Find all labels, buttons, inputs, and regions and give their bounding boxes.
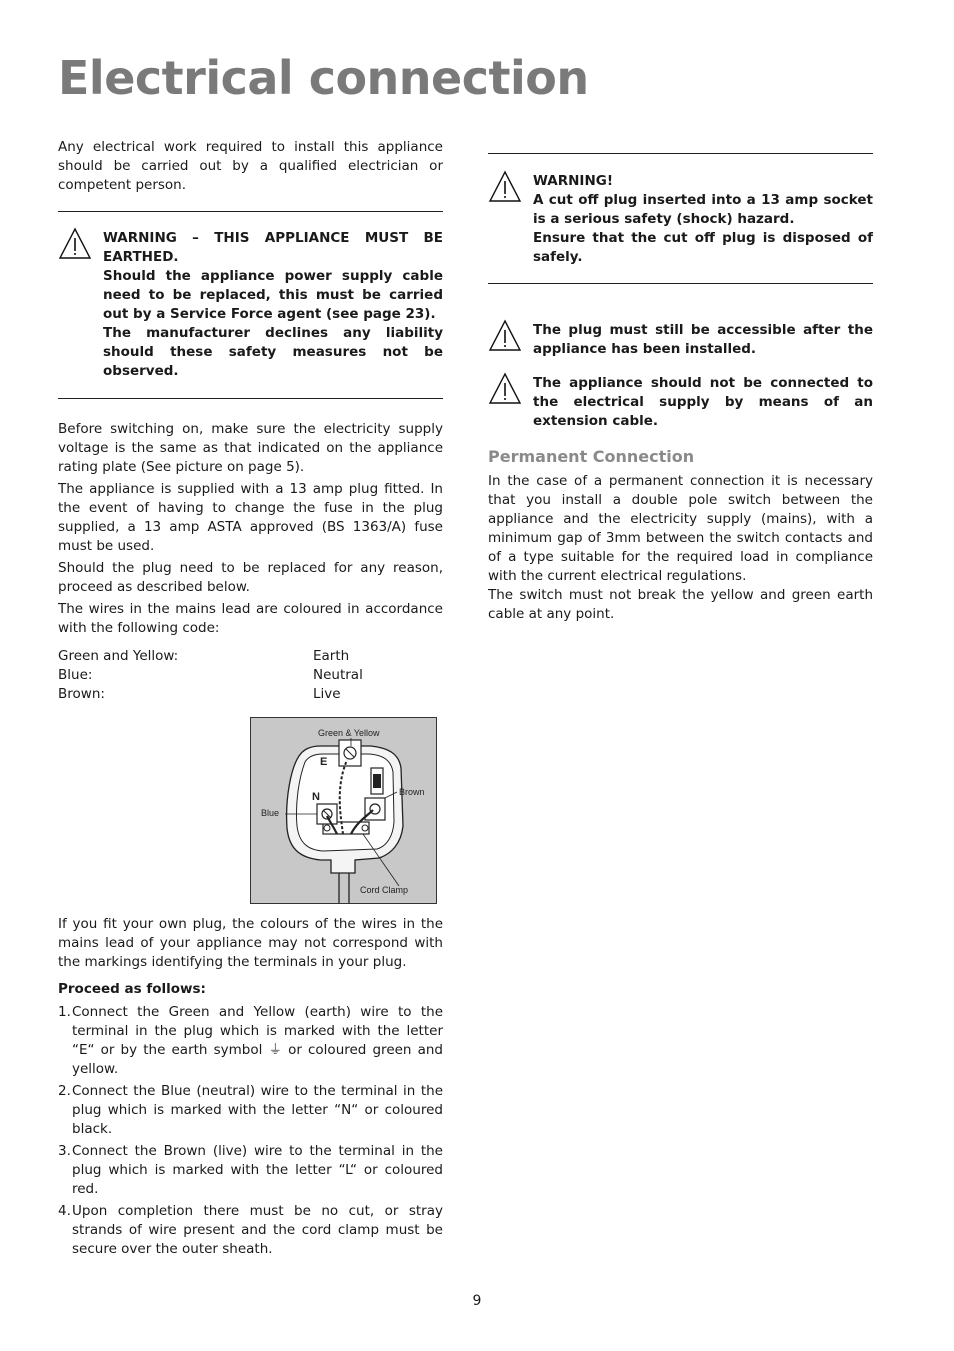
page-title: Electrical connection (58, 51, 589, 105)
table-row (58, 647, 363, 666)
divider (488, 283, 873, 284)
wire-colour-paragraph: The wires in the mains lead are coloured in accordance with the following code: (58, 601, 443, 636)
left-column (58, 138, 443, 704)
wire-code-table (58, 647, 363, 704)
list-item (58, 1202, 443, 1259)
earth-cable-paragraph: The switch must not break the yellow and green earth cable at any point. (488, 587, 873, 622)
list-item (58, 1082, 443, 1139)
wire-colour: Blue: (58, 667, 93, 683)
cut-plug-warning-line2: A cut off plug inserted into a 13 amp socket is a serious safety (shock) hazard. (533, 192, 873, 227)
earth-warning-line3: The manufacturer declines any liability should these safety measures not be observed. (103, 325, 443, 379)
earth-warning-box (58, 229, 443, 381)
wire-function: Live (313, 686, 341, 702)
plug-accessible-warning (488, 321, 873, 359)
warning-triangle-icon (488, 170, 522, 204)
cut-plug-warning-line1: WARNING! (533, 173, 613, 189)
replace-plug-paragraph: Should the plug need to be replaced for any reason, proceed as described below. (58, 560, 443, 595)
warning-triangle-icon (488, 372, 522, 406)
cut-plug-warning-box (488, 172, 873, 267)
step-number: 1. (58, 1004, 71, 1020)
extension-cable-text: The appliance should not be connected to the electrical supply by means of an extension cable. (533, 375, 873, 429)
warning-triangle-icon (488, 319, 522, 353)
step-number: 4. (58, 1203, 71, 1219)
wire-colour: Brown: (58, 686, 105, 702)
plug-accessible-text: The plug must still be accessible after the appliance has been installed. (533, 322, 873, 357)
voltage-paragraph: Before switching on, make sure the electricity supply voltage is the same as that indicated on the appliance rating plate (See picture on page 5). (58, 421, 443, 475)
label-brown: Brown (399, 787, 425, 797)
steps-list (58, 1003, 443, 1259)
step-number: 2. (58, 1083, 71, 1099)
fuse-paragraph: The appliance is supplied with a 13 amp plug fitted. In the event of having to change the fuse in the plug supplied, a 13 amp ASTA approved (BS 1363/A) fuse must be used. (58, 481, 443, 554)
right-column (488, 153, 873, 624)
table-row (58, 685, 363, 704)
step-text: Connect the Green and Yellow (earth) wire to the terminal in the plug which is marked with the letter “E“ or by the earth symbol ⏚ or coloured green and yellow. (72, 1004, 443, 1077)
wire-colour: Green and Yellow: (58, 648, 179, 664)
label-green-yellow: Green & Yellow (318, 728, 380, 738)
terminal-letter-e: E (320, 756, 328, 768)
warning-triangle-icon (58, 227, 92, 261)
step-text: Connect the Blue (neutral) wire to the terminal in the plug which is marked with the letter “N“ or coloured black. (72, 1083, 443, 1137)
permanent-connection-paragraph: In the case of a permanent connection it is necessary that you install a double pole switch between the appliance and the electricity supply (mains), with a minimum gap of 3mm between the switch contacts and of a type suitable for the required load in compliance with the current electrical regulations. (488, 473, 873, 584)
step-text: Upon completion there must be no cut, or stray strands of wire present and the cord clamp must be secure over the outer sheath. (72, 1203, 443, 1257)
list-item (58, 1003, 443, 1079)
table-row (58, 666, 363, 685)
step-number: 3. (58, 1143, 71, 1159)
divider (58, 211, 443, 212)
divider (488, 153, 873, 154)
permanent-connection-heading: Permanent Connection (488, 447, 695, 466)
label-blue: Blue (261, 808, 280, 818)
earth-warning-line1: WARNING – THIS APPLIANCE MUST BE EARTHED. (103, 230, 443, 265)
step-text: Connect the Brown (live) wire to the terminal in the plug which is marked with the letter “L“ or coloured red. (72, 1143, 443, 1197)
wire-function: Earth (313, 648, 350, 664)
plug-wiring-figure (250, 717, 437, 904)
wire-function: Neutral (313, 667, 363, 683)
extension-cable-warning (488, 374, 873, 431)
list-item (58, 1142, 443, 1199)
terminal-letter-n: N (312, 791, 320, 803)
intro-paragraph: Any electrical work required to install this appliance should be carried out by a qualified electrician or competent person. (58, 139, 443, 193)
page-number: 9 (472, 1293, 482, 1309)
cut-plug-warning-line3: Ensure that the cut off plug is disposed of safely. (533, 230, 873, 265)
proceed-heading: Proceed as follows: (58, 981, 206, 997)
label-cord-clamp: Cord Clamp (360, 885, 409, 895)
own-plug-paragraph: If you fit your own plug, the colours of the wires in the mains lead of your appliance may not correspond with the markings identifying the terminals in your plug. (58, 916, 443, 970)
left-column-lower (58, 915, 443, 1262)
divider (58, 398, 443, 399)
earth-warning-line2: Should the appliance power supply cable need to be replaced, this must be carried out by a Service Force agent (see page 23). (103, 268, 443, 322)
